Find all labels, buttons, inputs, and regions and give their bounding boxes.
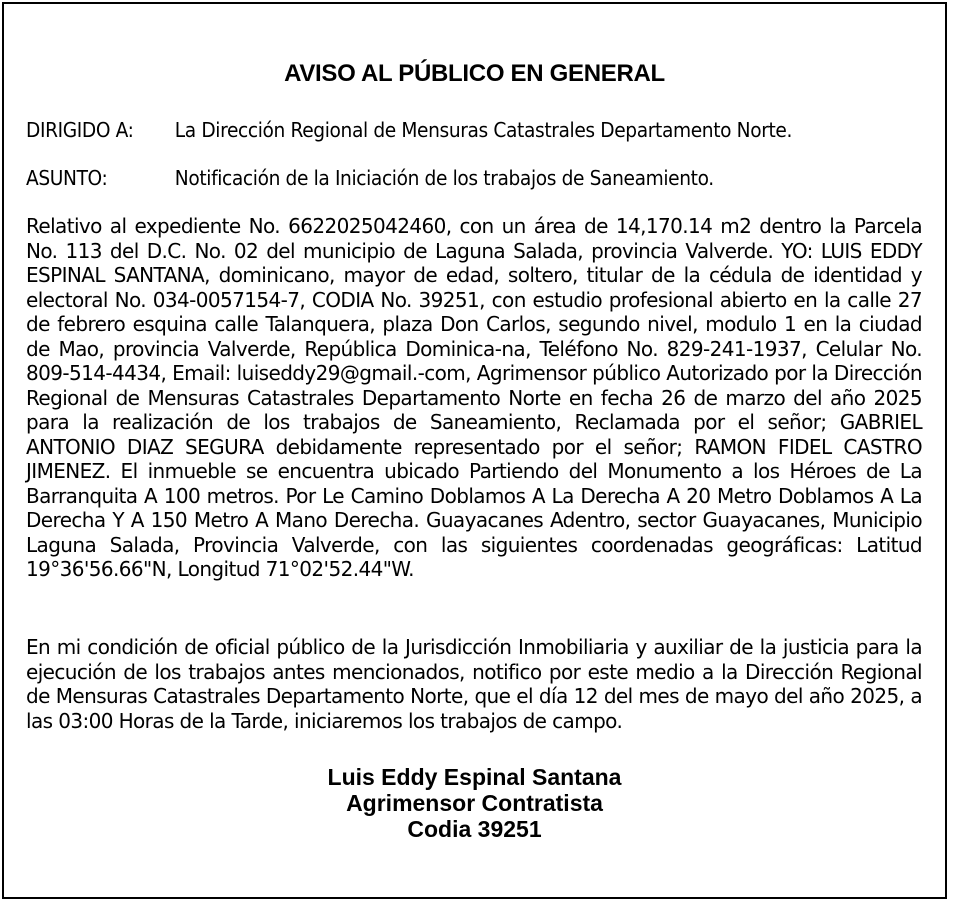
subject-label: ASUNTO: bbox=[26, 166, 108, 190]
signer-role: Agrimensor Contratista bbox=[346, 790, 603, 816]
signer-codia: Codia 39251 bbox=[407, 816, 542, 842]
subject-value: Notificación de la Iniciación de los trabajos de Saneamiento. bbox=[174, 166, 714, 190]
recipient-value: La Dirección Regional de Mensuras Catastrales Departamento Norte. bbox=[174, 118, 793, 142]
signature-block bbox=[4, 764, 945, 842]
signer-name: Luis Eddy Espinal Santana bbox=[327, 764, 622, 790]
public-notice bbox=[2, 2, 947, 899]
notice-closing-paragraph: En mi condición de oficial público de la Jurisdicción Inmobiliaria y auxiliar de la justicia para la ejecución de los trabajos antes mencionados, notifico por este medio a la Dirección Regional de Mensuras Catastrales Departamento Norte, que el día 12 del mes de mayo del año 2025, a las 03:00 Horas de la Tarde, iniciaremos los trabajos de campo. bbox=[26, 635, 922, 733]
recipient-label: DIRIGIDO A: bbox=[26, 118, 134, 142]
recipient-row bbox=[26, 118, 792, 142]
notice-title: AVISO AL PÚBLICO EN GENERAL bbox=[284, 60, 665, 87]
notice-body-paragraph: Relativo al expediente No. 6622025042460, con un área de 14,170.14 m2 dentro la Parcela No. 113 del D.C. No. 02 del municipio de Laguna Salada, provincia Valverde. YO: LUIS EDDY ESPINAL SANTANA, dominicano, mayor de edad, soltero, titular de la cédula de identidad y electoral No. 034-0057154-7, CODIA No. 39251, con estudio profesional abierto en la calle 27 de febrero esquina calle Talanquera, plaza Don Carlos, segundo nivel, modulo 1 en la ciudad de Mao, provincia Valverde, República Dominica-na, Teléfono No. 829-241-1937, Celular No. 809-514-4434, Email: luiseddy29@gmail.-com, Agrimensor público Autorizado por la Dirección Regional de Mensuras Catastrales Departamento Norte en fecha 26 de marzo del año 2025 para la realización de los trabajos de Saneamiento, Reclamada por el señor; GABRIEL ANTONIO DIAZ SEGURA debidamente representado por el señor; RAMON FIDEL CASTRO JIMENEZ. El inmueble se encuentra ubicado Partiendo del Monumento a los Héroes de La Barranquita A 100 metros. Por Le Camino Doblamos A La Derecha A 20 Metro Doblamos A La Derecha Y A 150 Metro A Mano Derecha. Guayacanes Adentro, sector Guayacanes, Municipio Laguna Salada, Provincia Valverde, con las siguientes coordenadas geográficas: Latitud 19°36'56.66"N, Longitud 71°02'52.44"W. bbox=[26, 214, 922, 581]
subject-row bbox=[26, 166, 714, 190]
